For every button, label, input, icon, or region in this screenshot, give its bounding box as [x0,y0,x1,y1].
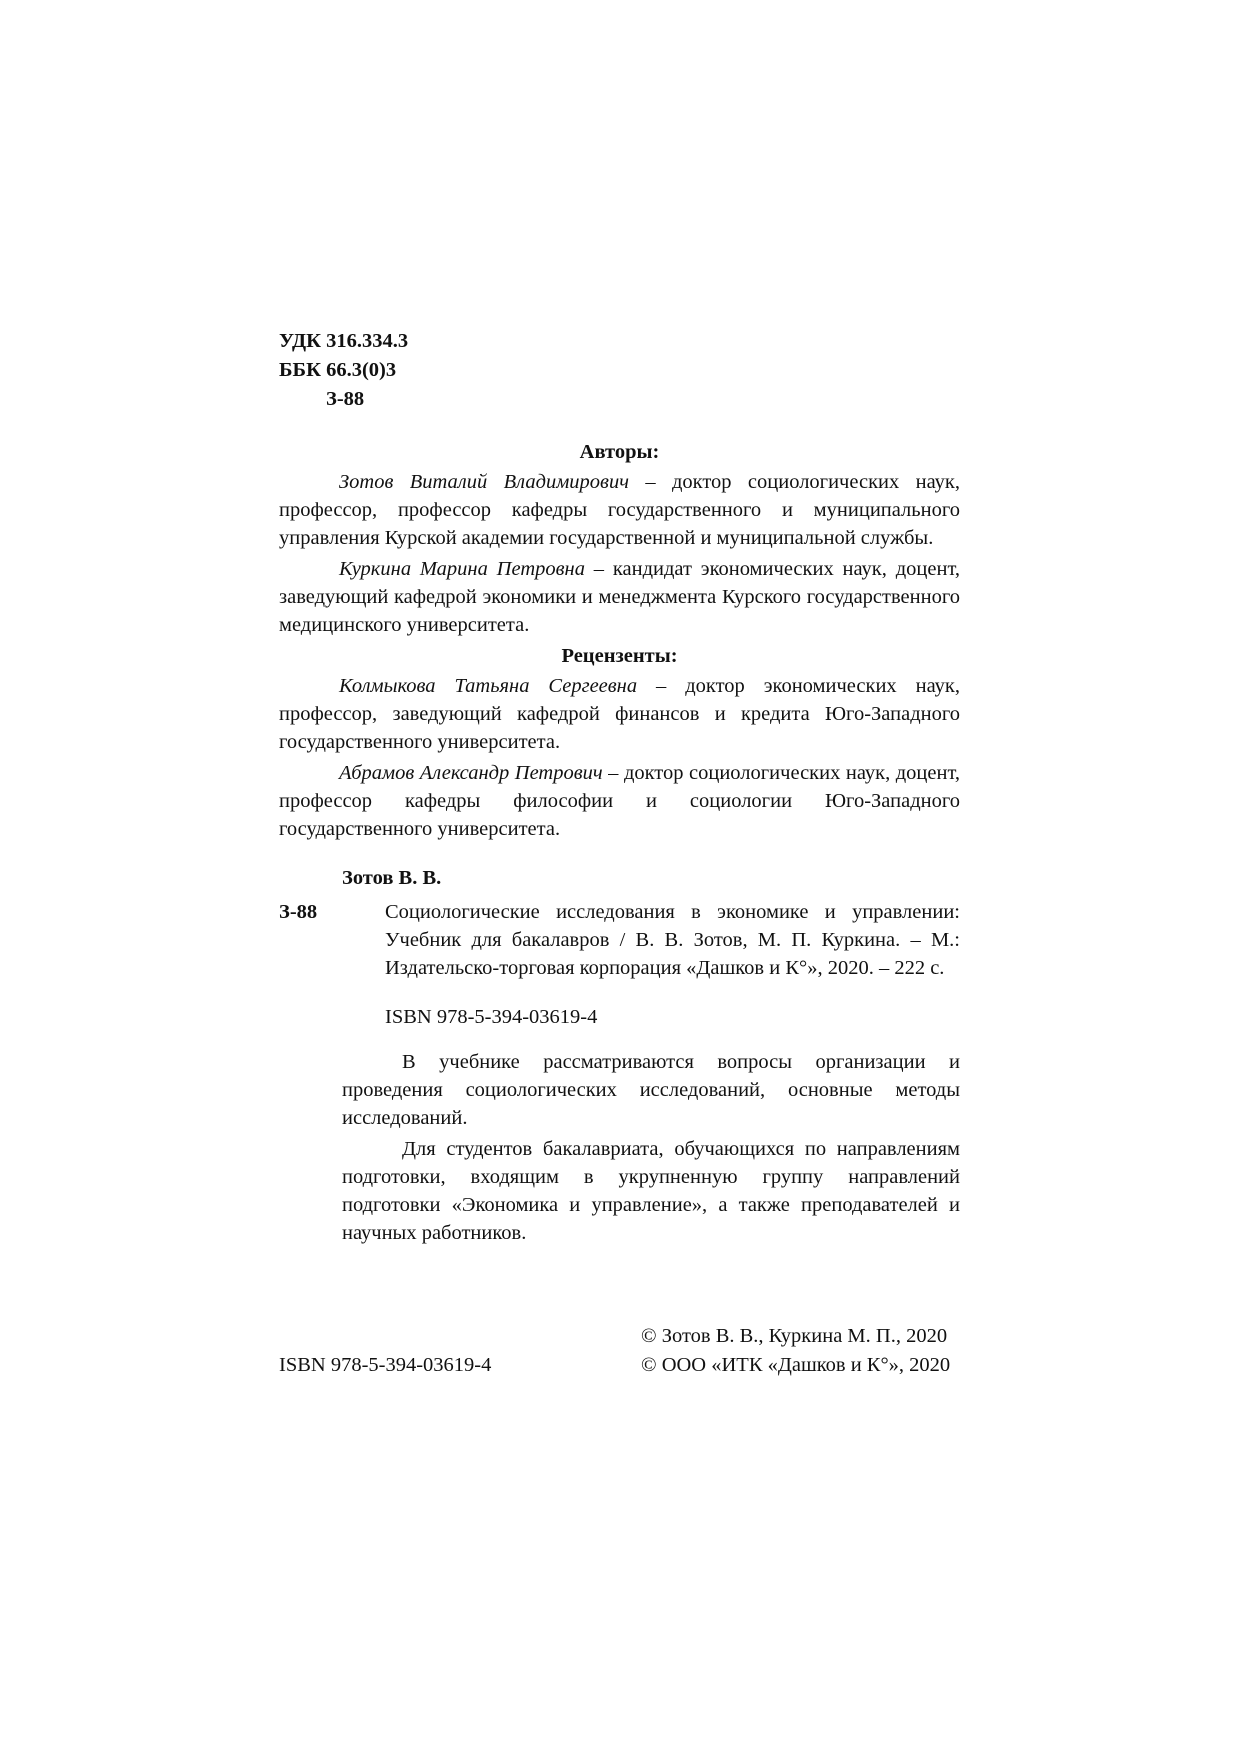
author-name: Куркина Марина Петровна [339,558,585,580]
catalog-code: З-88 [279,901,318,923]
reviewers-heading: Рецензенты: [561,645,678,667]
annotation-paragraph: В учебнике рассматриваются вопросы организации и проведения социологических исследований, основные методы исследований. [342,1051,960,1129]
author-mark: З-88 [326,388,365,410]
author-name: Зотов Виталий Владимирович [339,471,629,493]
udc-code: УДК 316.334.3 [279,330,409,352]
bbk-code: ББК 66.3(0)3 [279,359,397,381]
credits-block [279,438,960,843]
reviewer-name: Абрамов Александр Петрович [339,762,603,784]
reviewer-name: Колмыкова Татьяна Сергеевна [339,675,638,697]
catalog-description: Социологические исследования в экономике и управлении: Учебник для бакалавров / В. В. Зотов, М. П. Куркина. – М.: Издательско-торговая корпорация «Дашков и К°», 2020. – 222 с. [385,901,960,979]
author-description: – кандидат экономических наук, доцент, заведующий кафедрой экономики и менеджмента Курского государственного медицинского университета. [279,558,960,636]
copyright-line: © Зотов В. В., Куркина М. П., 2020 [641,1325,948,1347]
catalog-isbn: ISBN 978-5-394-03619-4 [385,1006,598,1028]
reviewer-description: – доктор экономических наук, профессор, заведующий кафедрой финансов и кредита Юго-Западного государственного университета. [279,675,960,753]
annotation [342,1048,960,1247]
catalog-author: Зотов В. В. [342,867,442,889]
annotation-paragraph: Для студентов бакалавриата, обучающихся по направлениям подготовки, входящим в укрупненную группу направлений подготовки «Экономика и управление», а также преподавателей и научных работников. [342,1138,960,1244]
reviewer-description: – доктор социологических наук, доцент, профессор кафедры философии и социологии Юго-Западного государственного университета. [279,762,961,840]
author-entry [279,468,960,552]
footer-isbn: ISBN 978-5-394-03619-4 [279,1354,492,1376]
reviewer-entry [279,672,960,756]
copyright-block [641,1322,950,1380]
author-entry [279,555,960,639]
author-description: – доктор социологических наук, профессор, профессор кафедры государственного и муниципального управления Курской академии государственной и муниципальной службы. [279,471,961,549]
reviewer-entry [279,759,960,843]
classification-block [279,327,579,414]
authors-heading: Авторы: [579,441,660,463]
copyright-line: © ООО «ИТК «Дашков и К°», 2020 [641,1354,951,1376]
